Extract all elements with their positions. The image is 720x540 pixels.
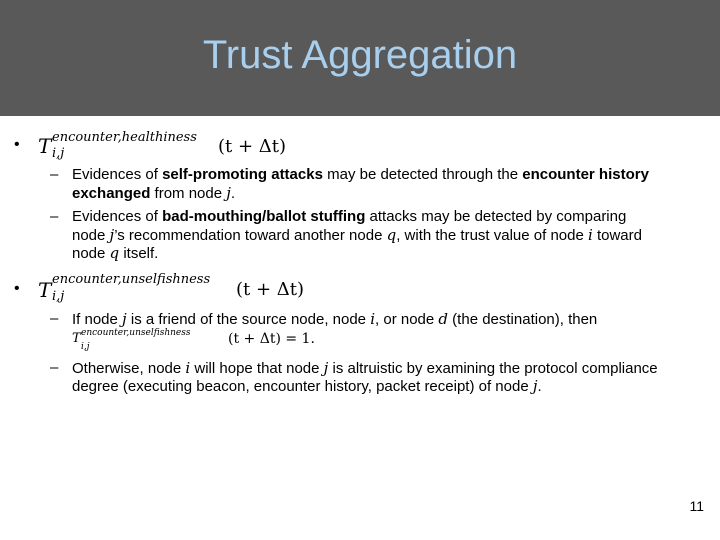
list-item: [72, 166, 649, 184]
math-var: i: [587, 226, 593, 244]
text-bold: encounter history: [522, 166, 649, 183]
formula-argument: (t + Δt): [236, 279, 305, 300]
text-run: If node: [72, 311, 123, 328]
text-bold: self-promoting attacks: [162, 166, 323, 183]
bullet-marker: •: [14, 136, 20, 153]
list-item-continued: [72, 226, 642, 245]
formula-subscript: i,j: [81, 342, 90, 352]
list-item-continued: [72, 244, 158, 263]
text-run: ’s recommendation toward another node: [114, 227, 387, 244]
text-run: .: [537, 378, 542, 395]
text-run: toward: [592, 227, 642, 244]
text-run: will hope that node: [190, 360, 324, 377]
math-var: q: [386, 226, 397, 244]
text-run: may be detected through the: [322, 166, 523, 183]
formula-rest: (t + Δt) = 1.: [228, 331, 315, 347]
text-run: node: [72, 227, 110, 244]
text-bold: exchanged: [72, 185, 151, 202]
list-item: [72, 208, 626, 226]
text-run: Evidences of: [72, 208, 163, 225]
list-item: [72, 310, 597, 329]
math-var: i: [370, 310, 376, 328]
dash-marker: –: [50, 359, 59, 376]
page-number: 11: [689, 498, 704, 514]
list-item: [72, 359, 658, 378]
formula-subscript: i,j: [52, 289, 65, 304]
formula-symbol: T: [38, 134, 52, 158]
dash-marker: –: [50, 166, 59, 183]
text-run: is a friend of the source node, node: [126, 311, 371, 328]
text-run: (the destination), then: [448, 311, 598, 328]
text-run: from node: [150, 185, 227, 202]
math-var: j: [109, 226, 115, 244]
list-item-continued: [72, 377, 542, 396]
math-var: q: [109, 244, 120, 262]
slide-title: Trust Aggregation: [202, 33, 518, 77]
math-var: j: [323, 359, 329, 377]
list-item-continued: [72, 184, 235, 203]
text-run: is altruistic by examining the protocol compliance: [328, 360, 658, 377]
formula-symbol: T: [38, 278, 52, 302]
formula-superscript: encounter,unselfishness: [52, 272, 211, 287]
text-run: attacks may be detected by comparing: [365, 208, 627, 225]
formula-argument: (t + Δt): [218, 136, 287, 157]
text-run: .: [230, 185, 236, 202]
formula-symbol: T: [72, 331, 81, 346]
text-run: Otherwise, node: [72, 360, 186, 377]
formula-superscript: encounter,unselfishness: [81, 328, 191, 338]
bullet-marker: •: [14, 280, 20, 297]
title-bar: [0, 0, 720, 116]
text-run: , or node: [375, 311, 439, 328]
formula-superscript: encounter,healthiness: [52, 130, 197, 145]
math-var: d: [438, 310, 449, 328]
text-run: node: [72, 245, 110, 262]
text-run: itself.: [119, 245, 159, 262]
text-run: degree (executing beacon, encounter history, packet receipt) of node: [72, 378, 533, 395]
formula-subscript: i,j: [52, 146, 65, 161]
math-var: i: [185, 359, 191, 377]
dash-marker: –: [50, 208, 59, 225]
math-var: j: [122, 310, 127, 328]
text-run: , with the trust value of node: [396, 227, 588, 244]
text-bold: bad-mouthing/ballot stuffing: [162, 208, 366, 225]
dash-marker: –: [50, 310, 59, 327]
math-var: j: [226, 184, 231, 202]
math-var: j: [532, 377, 538, 395]
text-run: Evidences of: [72, 166, 163, 183]
